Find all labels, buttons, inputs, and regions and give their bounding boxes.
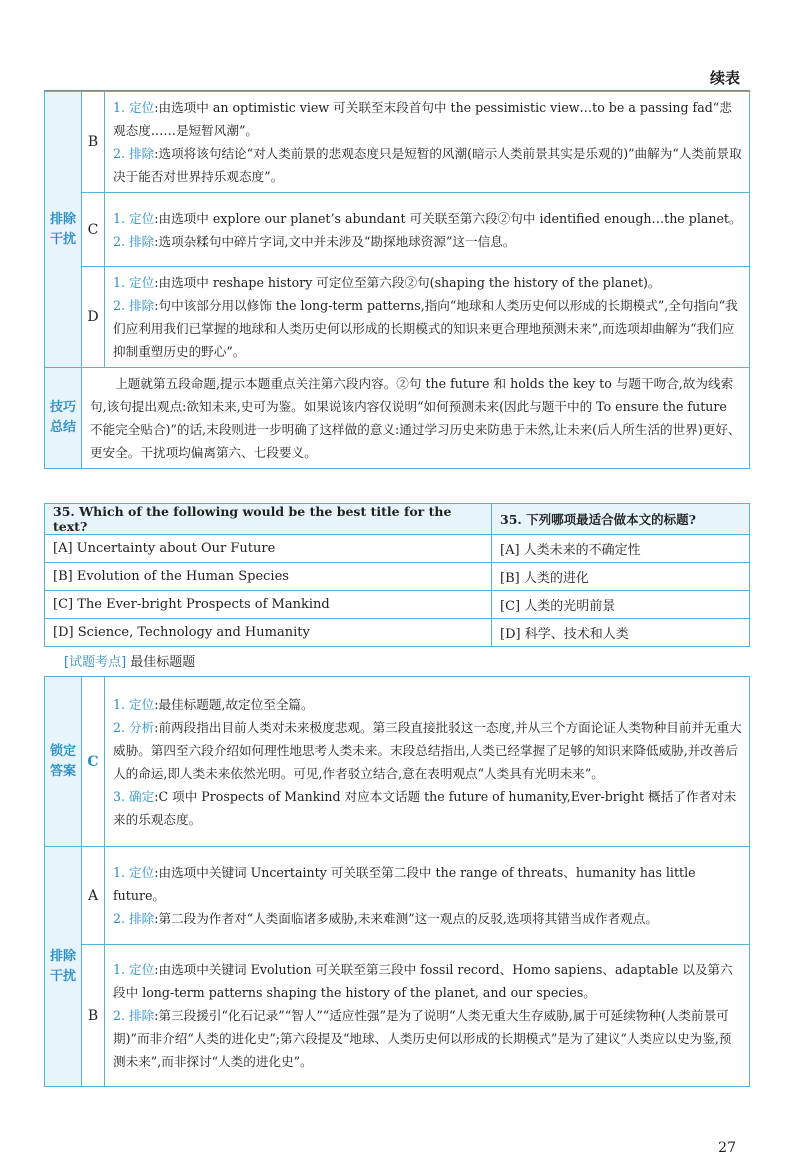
option-letter: D bbox=[82, 267, 105, 368]
analysis-line: 1. 定位:由选项中关键词 Uncertainty 可关联至第二段中 the range of threats、humanity has little future。 bbox=[113, 865, 696, 903]
analysis-table-35 bbox=[44, 676, 750, 1087]
question-title-zh: 35. 下列哪项最适合做本文的标题? bbox=[492, 504, 750, 535]
option-analysis bbox=[105, 847, 750, 945]
answer-analysis bbox=[105, 677, 750, 847]
analysis-line: 1. 定位:由选项中 explore our planet’s abundant 可关联至第六段②句中 identified enough…the planet。 bbox=[113, 210, 742, 226]
option-letter: C bbox=[82, 193, 105, 267]
option-a-en: [A] Uncertainty about Our Future bbox=[45, 535, 492, 563]
analysis-line: 1. 定位:由选项中关键词 Evolution 可关联至第三段中 fossil record、Homo sapiens、adaptable 以及第六段中 long-term patterns shaping the history of the planet, and our species。 bbox=[113, 962, 733, 1000]
section-label-summary: 技巧 总结 bbox=[45, 368, 82, 469]
analysis-line: 1. 定位:由选项中 reshape history 可定位至第六段②句(shaping the history of the planet)。 bbox=[113, 275, 661, 290]
summary-text: 上题就第五段命题,提示本题重点关注第六段内容。②句 the future 和 holds the key to 与题干吻合,故为线索句,该句提出观点:欲知未来,史可为鉴。如果说该内容仅说明“如何预测未来(因此与题干中的 To ensure the future 不能完全贴合)”的话,末段则进一步明确了这样做的意义:通过学习历史来防患于未然,让未来(后人所生活的世界)更好、更安全。干扰项均偏离第六、七段要义。 bbox=[82, 368, 750, 469]
option-b-en: [B] Evolution of the Human Species bbox=[45, 563, 492, 591]
option-c-en: [C] The Ever-bright Prospects of Mankind bbox=[45, 591, 492, 619]
analysis-line: 1. 定位:最佳标题题,故定位至全篇。 bbox=[113, 696, 314, 712]
answer-letter: C bbox=[82, 677, 105, 847]
option-c-zh: [C] 人类的光明前景 bbox=[492, 591, 750, 619]
analysis-line: 2. 排除:选项杂糅句中碎片字词,文中并未涉及“勘探地球资源”这一信息。 bbox=[113, 233, 516, 249]
analysis-line: 2. 排除:第二段为作者对“人类面临诸多威胁,未来难测”这一观点的反驳,选项将其错当成作者观点。 bbox=[113, 911, 658, 926]
option-b-zh: [B] 人类的进化 bbox=[492, 563, 750, 591]
option-d-zh: [D] 科学、技术和人类 bbox=[492, 619, 750, 647]
exam-point-text: 最佳标题题 bbox=[130, 655, 196, 670]
option-a-zh: [A] 人类未来的不确定性 bbox=[492, 535, 750, 563]
analysis-line: 2. 分析:前两段指出目前人类对未来极度悲观。第三段直接批驳这一态度,并从三个方面论证人类物种目前并无重大威胁。第四至六段介绍如何理性地思考人类未来。末段总结指出,人类已经掌握了足够的知识来降低威胁,并改善后人的命运,即人类未来依然光明。可见,作者驳立结合,意在表明观点“人类具有光明未来”。 bbox=[113, 719, 742, 781]
section-label-answer: 锁定 答案 bbox=[45, 677, 82, 847]
analysis-line: 2. 排除:句中该部分用以修饰 the long-term patterns,指向“地球和人类历史何以形成的长期模式”,全句指向“我们应利用我们已掌握的地球和人类历史何以形成的长期模式的知识来更合理地预测未来”,而选项却曲解为“我们应抑制重塑历史的野心”。 bbox=[113, 298, 738, 359]
option-analysis bbox=[105, 945, 750, 1087]
option-analysis bbox=[105, 267, 750, 368]
option-letter: B bbox=[82, 945, 105, 1087]
continued-label: 续表 bbox=[709, 69, 740, 87]
analysis-line: 1. 定位:由选项中 an optimistic view 可关联至末段首句中 the pessimistic view…to be a passing fad“悲观态度……是短暂风潮”。 bbox=[113, 100, 732, 138]
section-label-distractors: 排除 干扰 bbox=[45, 847, 82, 1087]
option-letter: A bbox=[82, 847, 105, 945]
option-letter: B bbox=[82, 92, 105, 193]
option-d-en: [D] Science, Technology and Humanity bbox=[45, 619, 492, 647]
question-35-table bbox=[44, 503, 750, 647]
exam-point bbox=[64, 651, 195, 670]
option-analysis bbox=[105, 193, 750, 267]
analysis-table-34 bbox=[44, 91, 750, 469]
option-analysis bbox=[105, 92, 750, 193]
question-title-en: 35. Which of the following would be the best title for the text? bbox=[45, 504, 492, 535]
analysis-line: 2. 排除:第三段援引“化石记录”“智人”“适应性强”是为了说明“人类无重大生存威胁,属于可延续物种(人类前景可期)”而非介绍“人类的进化史”;第六段提及“地球、人类历史何以形成的长期模式”是为了建议“人类应以史为鉴,预测未来”,而非探讨“人类的进化史”。 bbox=[113, 1008, 732, 1069]
analysis-line: 2. 排除:选项将该句结论“对人类前景的悲观态度只是短暂的风潮(暗示人类前景其实是乐观的)”曲解为“人类前景取决于能否对世界持乐观态度”。 bbox=[113, 146, 742, 184]
analysis-line: 3. 确定:C 项中 Prospects of Mankind 对应本文话题 the future of humanity,Ever-bright 概括了作者对未来的乐观态度。 bbox=[113, 788, 737, 827]
exam-point-label: [试题考点] bbox=[64, 655, 127, 670]
page-number: 27 bbox=[718, 1140, 736, 1156]
section-label-distractors: 排除 干扰 bbox=[45, 92, 82, 368]
